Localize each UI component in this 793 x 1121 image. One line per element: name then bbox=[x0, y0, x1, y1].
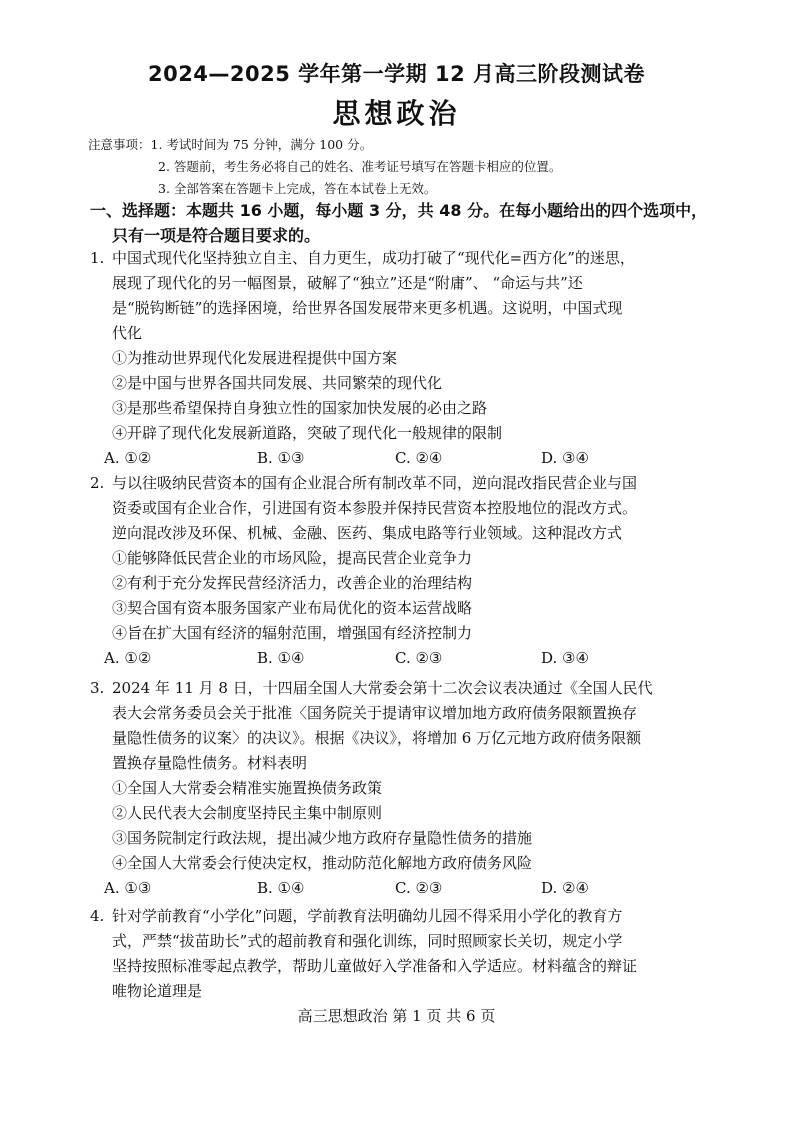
answer-choices bbox=[90, 646, 730, 671]
question-stem-line: 展现了现代化的另一幅图景，破解了“独立”还是“附庸”、 “命运与共”还 bbox=[112, 274, 583, 292]
statement-option: ②是中国与世界各国共同发展、共同繁荣的现代化 bbox=[112, 374, 443, 392]
question-number: 4. bbox=[90, 907, 105, 925]
choice-a: A. ①② bbox=[104, 449, 152, 467]
statement-option: ③国务院制定行政法规，提出减少地方政府存量隐性债务的措施 bbox=[112, 829, 533, 847]
choice-c: C. ②③ bbox=[395, 649, 443, 667]
statement-option: ①全国人大常委会精准实施置换债务政策 bbox=[112, 779, 383, 797]
question-stem-line: 中国式现代化坚持独立自主、自力更生，成功打破了“现代化=西方化”的迷思， bbox=[112, 249, 635, 267]
statement-option: ③契合国有资本服务国家产业布局优化的资本运营战略 bbox=[112, 599, 473, 617]
question-stem-line: 资委或国有企业合作，引进国有资本参股并保持民营资本控股地位的混改方式。 bbox=[112, 499, 638, 517]
notes-item: 2. 答题前，考生务必将自己的姓名、准考证号填写在答题卡相应的位置。 bbox=[158, 159, 562, 174]
choice-c: C. ②③ bbox=[395, 879, 443, 897]
notes-prefix: 注意事项： bbox=[88, 137, 151, 152]
subject-title: 思想政治 bbox=[332, 97, 461, 130]
choice-c: C. ②④ bbox=[395, 449, 443, 467]
question-stem-line: 表大会常务委员会关于批准〈国务院关于提请审议增加地方政府债务限额置换存 bbox=[112, 704, 638, 722]
section-heading-line: 一、选择题：本题共 16 小题，每小题 3 分，共 48 分。在每小题给出的四个选项中， bbox=[90, 201, 708, 220]
question-number: 1. bbox=[90, 249, 105, 267]
exam-title: 2024—2025 学年第一学期 12 月高三阶段测试卷 bbox=[147, 62, 646, 86]
choice-d: D. ②④ bbox=[541, 879, 589, 897]
question-stem-line: 与以往吸纳民营资本的国有企业混合所有制改革不同，逆向混改指民营企业与国 bbox=[112, 474, 638, 492]
question-stem-line: 坚持按照标准零起点教学，帮助儿童做好入学准备和入学适应。材料蕴含的辩证 bbox=[112, 957, 638, 975]
choice-a: A. ①② bbox=[104, 649, 152, 667]
statement-option: ④开辟了现代化发展新道路，突破了现代化一般规律的限制 bbox=[112, 424, 503, 442]
choice-d: D. ③④ bbox=[541, 449, 589, 467]
statement-option: ②人民代表大会制度坚持民主集中制原则 bbox=[112, 804, 383, 822]
question-stem-line: 代化 bbox=[112, 324, 143, 342]
question-2 bbox=[90, 471, 730, 671]
question-stem-line: 2024 年 11 月 8 日，十四届全国人大常委会第十二次会议表决通过《全国人民代 bbox=[112, 679, 653, 697]
question-number: 3. bbox=[90, 679, 105, 697]
statement-option: ③是那些希望保持自身独立性的国家加快发展的必由之路 bbox=[112, 399, 488, 417]
answer-choices bbox=[90, 876, 730, 901]
notes-item: 1. 考试时间为 75 分钟，满分 100 分。 bbox=[150, 137, 373, 152]
choice-b: B. ①④ bbox=[257, 879, 305, 897]
question-stem-line: 唯物论道理是 bbox=[112, 982, 203, 1000]
question-number: 2. bbox=[90, 474, 105, 492]
section-heading bbox=[90, 198, 730, 248]
statement-option: ④全国人大常委会行使决定权，推动防范化解地方政府债务风险 bbox=[112, 854, 533, 872]
question-stem-line: 是“脱钩断链”的选择困境，给世界各国发展带来更多机遇。这说明，中国式现 bbox=[112, 299, 623, 317]
choice-a: A. ①③ bbox=[104, 879, 152, 897]
section-heading-line: 只有一项是符合题目要求的。 bbox=[112, 226, 321, 245]
notes-item: 3. 全部答案在答题卡上完成，答在本试卷上无效。 bbox=[158, 181, 437, 196]
choice-b: B. ①④ bbox=[257, 649, 305, 667]
statement-option: ①能够降低民营企业的市场风险，提高民营企业竞争力 bbox=[112, 549, 473, 567]
notes-row-1 bbox=[88, 134, 561, 156]
choice-b: B. ①③ bbox=[257, 449, 305, 467]
question-stem-line: 针对学前教育“小学化”问题，学前教育法明确幼儿园不得采用小学化的教育方 bbox=[112, 907, 623, 925]
answer-choices bbox=[90, 446, 730, 471]
question-stem-line: 量隐性债务的议案〉的决议》。根据《决议》，将增加 6 万亿元地方政府债务限额 bbox=[112, 729, 642, 747]
statement-option: ②有利于充分发挥民营经济活力，改善企业的治理结构 bbox=[112, 574, 473, 592]
question-4 bbox=[90, 904, 730, 1004]
question-stem-line: 式，严禁“拔苗助长”式的超前教育和强化训练，同时照顾家长关切，规定小学 bbox=[112, 932, 623, 950]
question-stem-line: 置换存量隐性债务。材料表明 bbox=[112, 754, 308, 772]
exam-notes bbox=[88, 134, 561, 200]
question-1 bbox=[90, 246, 730, 471]
question-stem-line: 逆向混改涉及环保、机械、金融、医药、集成电路等行业领域。这种混改方式 bbox=[112, 524, 623, 542]
choice-d: D. ③④ bbox=[541, 649, 589, 667]
statement-option: ④旨在扩大国有经济的辐射范围，增强国有经济控制力 bbox=[112, 624, 473, 642]
statement-option: ①为推动世界现代化发展进程提供中国方案 bbox=[112, 349, 398, 367]
page-footer: 高三思想政治 第 1 页 共 6 页 bbox=[297, 1007, 496, 1025]
question-3 bbox=[90, 676, 730, 901]
